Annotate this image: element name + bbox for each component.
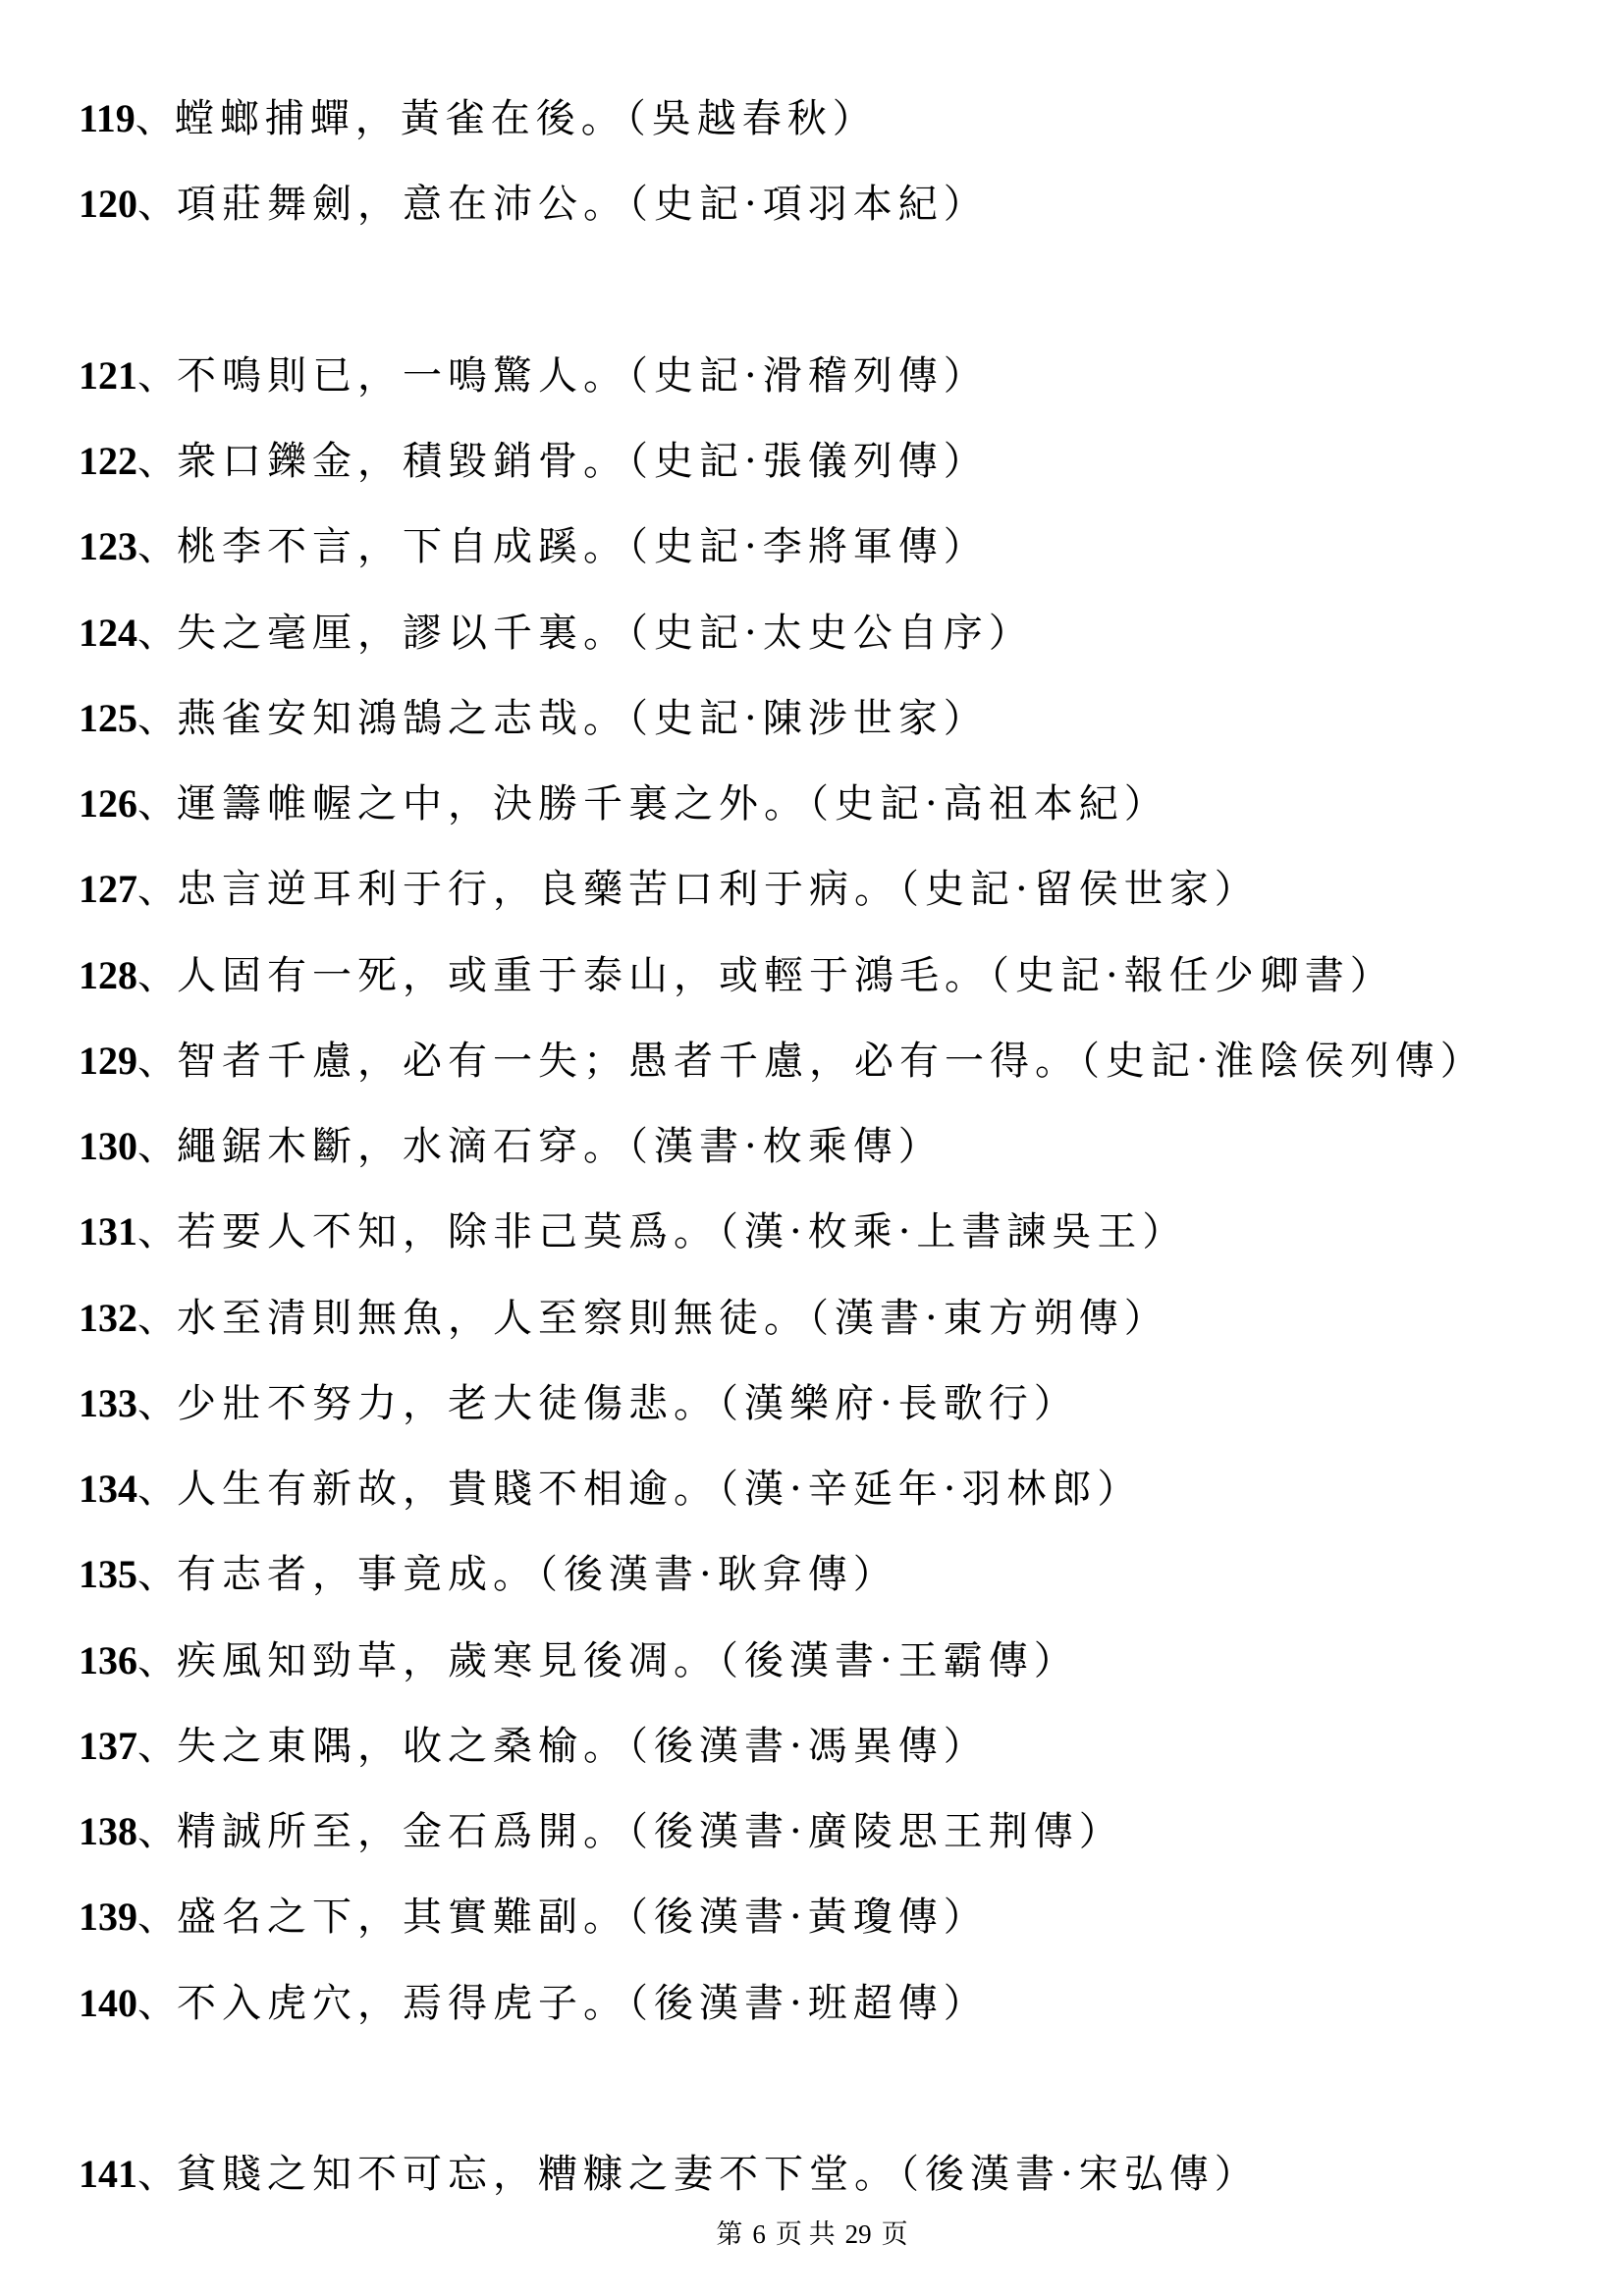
entry-number: 139 (79, 1895, 137, 1939)
list-item (79, 1119, 944, 1174)
entry-text: 不入虎穴，焉得虎子。（後漢書·班超傳） (177, 1981, 989, 2026)
entry-text: 智者千慮，必有一失；愚者千慮，必有一得。（史記·淮陰侯列傳） (177, 1039, 1486, 1084)
entry-text: 桃李不言，下自成蹊。（史記·李將軍傳） (177, 524, 989, 569)
list-item (79, 434, 989, 489)
entry-text: 失之毫厘，謬以千裏。（史記·太史公自序） (177, 611, 1034, 656)
entry-text: 人生有新故，貴賤不相逾。（漢·辛延年·羽林郎） (177, 1467, 1143, 1512)
list-item (79, 519, 989, 574)
entry-number: 135 (79, 1552, 137, 1596)
entry-separator: 、 (137, 353, 177, 399)
entry-text: 繩鋸木斷，水滴石穿。（漢書·枚乘傳） (177, 1124, 944, 1169)
entry-text: 精誠所至，金石爲開。（後漢書·廣陵思王荆傳） (177, 1809, 1124, 1854)
entry-text: 人固有一死，或重于泰山，或輕于鴻毛。（史記·報任少卿書） (177, 953, 1395, 998)
entry-text: 有志者，事竟成。（後漢書·耿弇傳） (177, 1552, 898, 1597)
entry-text: 失之東隅，收之桑榆。（後漢書·馮異傳） (177, 1724, 989, 1769)
entry-number: 128 (79, 953, 137, 997)
entry-text: 若要人不知，除非己莫爲。（漢·枚乘·上書諫吳王） (177, 1209, 1188, 1255)
list-item (79, 177, 989, 232)
entry-number: 140 (79, 1981, 137, 2025)
entry-number: 138 (79, 1809, 137, 1853)
entry-text: 貧賤之知不可忘，糟糠之妻不下堂。（後漢書·宋弘傳） (177, 2152, 1260, 2197)
list-item (79, 91, 878, 146)
entry-separator: 、 (137, 182, 177, 227)
entry-text: 忠言逆耳利于行，良藥苦口利于病。（史記·留侯世家） (177, 867, 1260, 912)
entry-separator: 、 (137, 1467, 177, 1512)
entry-separator: 、 (137, 781, 177, 827)
entry-number: 132 (79, 1296, 137, 1340)
entry-number: 126 (79, 781, 137, 826)
list-item (79, 2147, 1260, 2202)
entry-separator: 、 (137, 953, 177, 998)
entry-separator: 、 (137, 1209, 177, 1255)
entry-number: 131 (79, 1209, 137, 1254)
entry-separator: 、 (137, 1724, 177, 1769)
list-item (79, 1204, 1187, 1259)
entry-number: 119 (79, 96, 135, 140)
entry-number: 123 (79, 524, 137, 568)
entry-separator: 、 (137, 1039, 177, 1084)
entry-number: 129 (79, 1039, 137, 1083)
list-item (79, 776, 1169, 831)
entry-separator: 、 (135, 96, 175, 141)
entry-number: 121 (79, 353, 137, 398)
entry-number: 120 (79, 182, 137, 226)
entry-text: 疾風知勁草，歲寒見後凋。（後漢書·王霸傳） (177, 1638, 1079, 1683)
entry-separator: 、 (137, 696, 177, 741)
entry-separator: 、 (137, 1552, 177, 1597)
list-item (79, 1890, 989, 1945)
list-item (79, 1804, 1124, 1859)
entry-text: 項莊舞劍，意在沛公。（史記·項羽本紀） (177, 182, 989, 227)
list-item (79, 1462, 1142, 1517)
footer-middle: 页 共 (775, 2219, 836, 2249)
entry-text: 不鳴則已，一鳴驚人。（史記·滑稽列傳） (177, 353, 989, 399)
page-footer (0, 2216, 1624, 2252)
entry-number: 137 (79, 1724, 137, 1768)
list-item (79, 1633, 1079, 1688)
entry-separator: 、 (137, 2152, 177, 2197)
list-item (79, 1376, 1079, 1431)
entry-number: 124 (79, 611, 137, 655)
entry-separator: 、 (137, 1381, 177, 1426)
entry-number: 134 (79, 1467, 137, 1511)
entry-separator: 、 (137, 1124, 177, 1169)
entry-separator: 、 (137, 524, 177, 569)
entry-text: 衆口鑠金，積毀銷骨。（史記·張儀列傳） (177, 439, 989, 484)
list-item (79, 1034, 1486, 1089)
list-item (79, 948, 1395, 1003)
entry-number: 141 (79, 2152, 137, 2196)
entry-separator: 、 (137, 611, 177, 656)
list-item (79, 862, 1260, 917)
list-item (79, 1719, 989, 1774)
entry-number: 122 (79, 439, 137, 483)
entry-number: 133 (79, 1381, 137, 1425)
entry-number: 130 (79, 1124, 137, 1168)
footer-prefix: 第 (716, 2219, 743, 2249)
entry-separator: 、 (137, 867, 177, 912)
quotation-list (79, 0, 1571, 2218)
entry-text: 燕雀安知鴻鵠之志哉。（史記·陳涉世家） (177, 696, 989, 741)
list-item (79, 691, 989, 746)
footer-suffix: 页 (881, 2219, 908, 2249)
entry-separator: 、 (137, 1981, 177, 2026)
entry-text: 螳螂捕蟬，黃雀在後。（吳越春秋） (174, 96, 878, 141)
entry-text: 水至清則無魚，人至察則無徒。（漢書·東方朔傳） (177, 1296, 1169, 1341)
list-item (79, 1547, 898, 1602)
entry-text: 運籌帷幄之中，決勝千裏之外。（史記·高祖本紀） (177, 781, 1169, 827)
list-item (79, 348, 989, 403)
list-item (79, 606, 1034, 661)
entry-separator: 、 (137, 1809, 177, 1854)
entry-separator: 、 (137, 1296, 177, 1341)
entry-separator: 、 (137, 1895, 177, 1940)
page-total: 29 (844, 2219, 872, 2249)
entry-text: 少壯不努力，老大徒傷悲。（漢樂府·長歌行） (177, 1381, 1079, 1426)
list-item (79, 1291, 1169, 1346)
entry-separator: 、 (137, 1638, 177, 1683)
entry-number: 125 (79, 696, 137, 740)
entry-separator: 、 (137, 439, 177, 484)
page-number: 6 (752, 2219, 766, 2249)
entry-text: 盛名之下，其實難副。（後漢書·黃瓊傳） (177, 1895, 989, 1940)
list-item (79, 1976, 989, 2031)
entry-number: 136 (79, 1638, 137, 1682)
entry-number: 127 (79, 867, 137, 911)
